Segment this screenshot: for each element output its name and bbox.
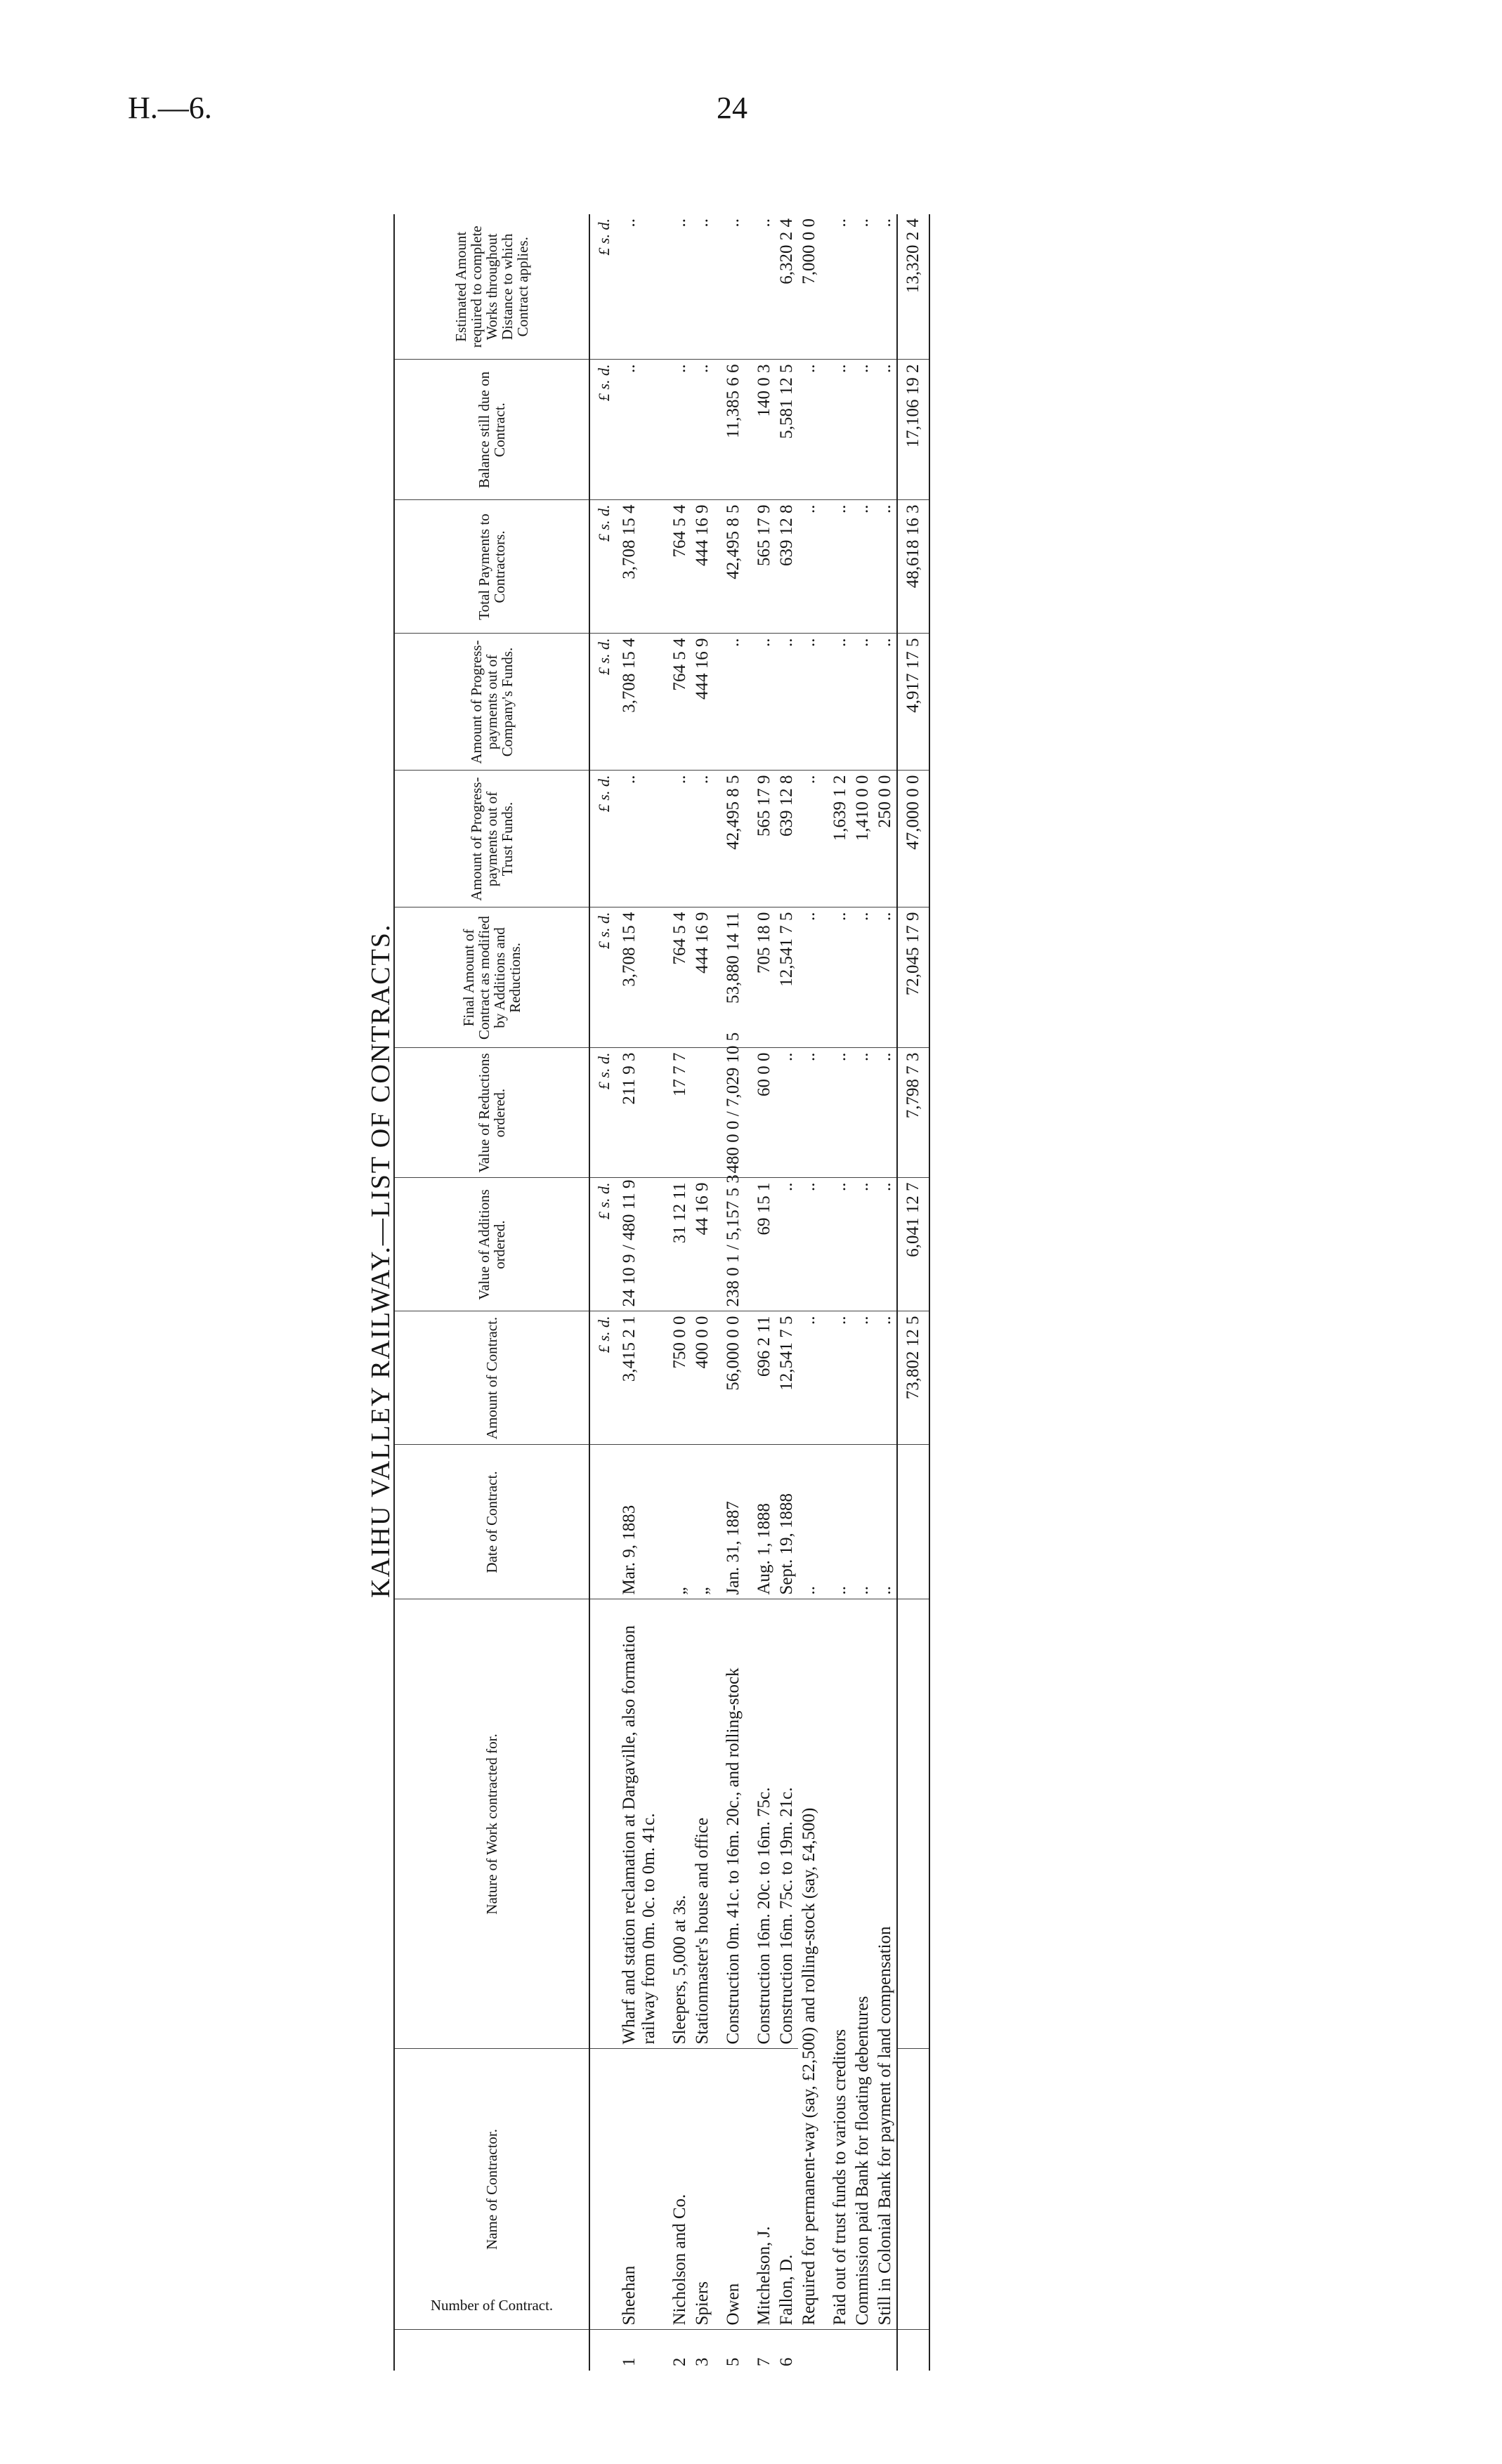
col-estimated: Estimated Amount required to complete Works throughout Distance to which Contract applies. [394,214,589,360]
col-final: Final Amount of Contract as modified by Additions and Reductions. [394,907,589,1048]
cell-date: Mar. 9, 1883 [618,1445,660,1599]
cell-additions: .. [851,1178,874,1311]
cell-name: Paid out of trust funds to various creditors [821,1599,851,2330]
cell-balance: 11,385 6 6 [714,360,745,500]
cell-amount: .. [874,1311,897,1445]
cell-total-pay: .. [821,500,851,634]
cell-final: 53,880 14 11 [714,907,745,1048]
contracts-table [393,214,930,2371]
cell-trust: 250 0 0 [874,771,897,907]
cell-total-pay: .. [874,500,897,634]
total-company: 4,917 17 5 [897,634,929,771]
units-cell [589,1445,618,1599]
cell-estimated: .. [691,214,714,360]
cell-additions: 31 12 11 [660,1178,691,1311]
total-reductions: 7,798 7 3 [897,1048,929,1178]
cell-date: .. [874,1445,897,1599]
cell-final: 705 18 0 [745,907,776,1048]
cell-company: .. [745,634,776,771]
cell-company: .. [798,634,821,771]
table-row [821,214,851,2371]
table-row [874,214,897,2371]
col-amount: Amount of Contract. [394,1311,589,1445]
total-blank [897,1445,929,1599]
cell-balance: .. [851,360,874,500]
cell-amount: .. [851,1311,874,1445]
units-cell [589,1599,618,2049]
report-reference: H.—6. [128,91,212,125]
cell-num: 1 [620,2357,639,2366]
col-number [394,2296,589,2371]
units-cell: £ s. d. [589,360,618,500]
cell-total-pay: 3,708 15 4 [618,500,660,634]
cell-trust: 565 17 9 [745,771,776,907]
cell-additions: .. [798,1178,821,1311]
cell-reductions: .. [776,1048,798,1178]
cell-reductions: 211 9 3 [618,1048,660,1178]
cell-company: .. [776,634,798,771]
cell-estimated: 7,000 0 0 [798,214,821,360]
page-number: 24 [717,91,747,125]
cell-reductions: .. [798,1048,821,1178]
units-row [589,214,618,2371]
cell-reductions: .. [874,1048,897,1178]
cell-date: Jan. 31, 1887 [714,1445,745,1599]
cell-company: .. [851,634,874,771]
cell-final: 764 5 4 [660,907,691,1048]
cell-total-pay: 444 16 9 [691,500,714,634]
cell-trust: .. [691,771,714,907]
cell-amount: 750 0 0 [660,1311,691,1445]
cell-amount: 3,415 2 1 [618,1311,660,1445]
cell-amount: 12,541 7 5 [776,1311,798,1445]
table-row [798,214,821,2371]
cell-name: Still in Colonial Bank for payment of land compensation [874,1599,897,2330]
cell-reductions: 17 7 7 [660,1048,691,1178]
cell-estimated: .. [714,214,745,360]
cell-date: Aug. 1, 1888 [745,1445,776,1599]
cell-work: Construction 0m. 41c. to 16m. 20c., and rolling-stock [714,1599,745,2049]
cell-num: 6 [777,2357,796,2366]
cell-trust: .. [618,771,660,907]
units-cell: £ s. d. [589,500,618,634]
cell-final: .. [798,907,821,1048]
cell-final: 444 16 9 [691,907,714,1048]
cell-amount: .. [798,1311,821,1445]
cell-estimated: .. [660,214,691,360]
contracts-table-rotated [393,214,1075,2371]
cell-final: 12,541 7 5 [776,907,798,1048]
cell-reductions: 480 0 0 / 7,029 10 5 [714,1048,745,1178]
cell-work: Stationmaster's house and office [691,1599,714,2049]
table-title: KAIHU VALLEY RAILWAY.—LIST OF CONTRACTS. [366,923,396,1598]
cell-additions: .. [776,1178,798,1311]
units-cell: £ s. d. [589,1048,618,1178]
total-blank [897,1599,929,2049]
total-additions: 6,041 12 7 [897,1178,929,1311]
cell-date: „ [660,1445,691,1599]
col-date: Date of Contract. [394,1445,589,1599]
cell-balance: .. [798,360,821,500]
totals-row [897,214,929,2371]
cell-additions: 238 0 1 / 5,157 5 3 [714,1178,745,1311]
cell-name: Mitchelson, J. [745,2049,776,2330]
cell-name: Sheehan [618,2049,660,2330]
cell-company: .. [874,634,897,771]
col-work: Nature of Work contracted for. [394,1599,589,2049]
cell-estimated: .. [851,214,874,360]
cell-additions: .. [821,1178,851,1311]
cell-company: 444 16 9 [691,634,714,771]
cell-num: 7 [755,2357,773,2366]
cell-company: 764 5 4 [660,634,691,771]
cell-num [851,2330,874,2371]
cell-total-pay: .. [798,500,821,634]
units-cell [589,2330,618,2371]
cell-amount: 400 0 0 [691,1311,714,1445]
total-balance: 17,106 19 2 [897,360,929,500]
col-trust: Amount of Progress-payments out of Trust Funds. [394,771,589,907]
cell-reductions [691,1048,714,1178]
cell-date: .. [821,1445,851,1599]
cell-final: .. [851,907,874,1048]
cell-estimated: .. [618,214,660,360]
cell-additions: .. [874,1178,897,1311]
cell-name: Required for permanent-way (say, £2,500) and rolling-stock (say, £4,500) [798,1599,821,2330]
cell-name: Fallon, D. [776,2049,798,2330]
table-row [714,214,745,2371]
cell-estimated: .. [821,214,851,360]
cell-balance: .. [691,360,714,500]
table-row [660,214,691,2371]
units-cell [589,2049,618,2330]
units-cell: £ s. d. [589,1311,618,1445]
col-additions: Value of Additions ordered. [394,1178,589,1311]
col-number-label: Number of Contract. [430,2296,554,2314]
cell-trust: 1,410 0 0 [851,771,874,907]
cell-trust: .. [660,771,691,907]
cell-reductions: .. [851,1048,874,1178]
cell-trust: 1,639 1 2 [821,771,851,907]
cell-name: Owen [714,2049,745,2330]
total-amount: 73,802 12 5 [897,1311,929,1445]
cell-date: Sept. 19, 1888 [776,1445,798,1599]
table-row [745,214,776,2371]
cell-company: 3,708 15 4 [618,634,660,771]
cell-reductions: .. [821,1048,851,1178]
cell-work: Construction 16m. 20c. to 16m. 75c. [745,1599,776,2049]
col-total-pay: Total Payments to Contractors. [394,500,589,634]
units-cell: £ s. d. [589,771,618,907]
cell-num: 5 [724,2357,743,2366]
header-row [394,214,589,2371]
cell-num [874,2330,897,2371]
table-row [776,214,798,2371]
cell-work: Wharf and station reclamation at Dargaville, also formation railway from 0m. 0c. to 0m. 41c. [618,1599,660,2049]
cell-balance: 5,581 12 5 [776,360,798,500]
cell-final: 3,708 15 4 [618,907,660,1048]
cell-balance: .. [874,360,897,500]
cell-additions: 44 16 9 [691,1178,714,1311]
col-reductions: Value of Reductions ordered. [394,1048,589,1178]
cell-amount: .. [821,1311,851,1445]
table-row [691,214,714,2371]
cell-num: 3 [693,2357,712,2366]
units-cell: £ s. d. [589,214,618,360]
cell-total-pay: 42,495 8 5 [714,500,745,634]
cell-work: Sleepers, 5,000 at 3s. [660,1599,691,2049]
cell-estimated: .. [874,214,897,360]
cell-date: .. [798,1445,821,1599]
table-row [851,214,874,2371]
cell-name: Commission paid Bank for floating debentures [851,1599,874,2330]
cell-estimated: 6,320 2 4 [776,214,798,360]
cell-additions: 69 15 1 [745,1178,776,1311]
col-name: Name of Contractor. [394,2049,589,2330]
total-estimated: 13,320 2 4 [897,214,929,360]
cell-name: Nicholson and Co. [660,2049,691,2330]
cell-num [821,2330,851,2371]
total-payments: 48,618 16 3 [897,500,929,634]
cell-name: Spiers [691,2049,714,2330]
col-balance: Balance still due on Contract. [394,360,589,500]
cell-balance: 140 0 3 [745,360,776,500]
cell-date: „ [691,1445,714,1599]
cell-additions: 24 10 9 / 480 11 9 [618,1178,660,1311]
cell-balance: .. [618,360,660,500]
units-cell: £ s. d. [589,634,618,771]
units-cell: £ s. d. [589,907,618,1048]
col-company: Amount of Progress-payments out of Company's Funds. [394,634,589,771]
cell-num: 2 [670,2357,689,2366]
total-final: 72,045 17 9 [897,907,929,1048]
cell-trust: 42,495 8 5 [714,771,745,907]
table-row [618,214,660,2371]
cell-final: .. [874,907,897,1048]
cell-total-pay: 565 17 9 [745,500,776,634]
cell-trust: .. [798,771,821,907]
cell-trust: 639 12 8 [776,771,798,907]
cell-total-pay: 639 12 8 [776,500,798,634]
total-blank [897,2049,929,2330]
cell-amount: 696 2 11 [745,1311,776,1445]
cell-work: Construction 16m. 75c. to 19m. 21c. [776,1599,798,2049]
cell-num [798,2330,821,2371]
total-blank [897,2330,929,2371]
cell-company: .. [821,634,851,771]
cell-estimated: .. [745,214,776,360]
cell-balance: .. [821,360,851,500]
cell-total-pay: 764 5 4 [660,500,691,634]
cell-company: .. [714,634,745,771]
units-cell: £ s. d. [589,1178,618,1311]
cell-date: .. [851,1445,874,1599]
cell-balance: .. [660,360,691,500]
cell-reductions: 60 0 0 [745,1048,776,1178]
cell-final: .. [821,907,851,1048]
cell-total-pay: .. [851,500,874,634]
total-trust: 47,000 0 0 [897,771,929,907]
cell-amount: 56,000 0 0 [714,1311,745,1445]
